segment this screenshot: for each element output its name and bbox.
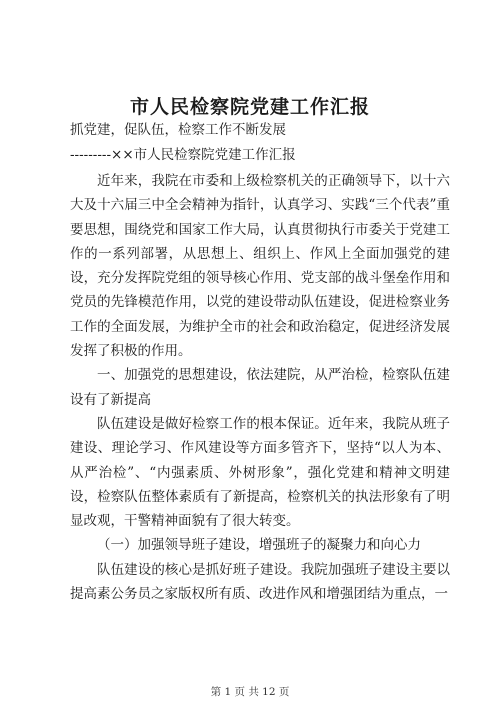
document-byline: ---------××市人民检察院党建工作汇报 bbox=[70, 147, 296, 164]
body-paragraph: 队伍建设的核心是抓好班子建设。我院加强班子建设主要以提高素公务员之家版权所有质、改进作风和增强团结为重点，一 bbox=[70, 561, 450, 603]
document-title: 市人民检察院党建工作汇报 bbox=[129, 96, 370, 118]
intro-paragraph: 近年来，我院在市委和上级检察机关的正确领导下，以十六大及十六届三中全会精神为指针，认真学习、实践“三个代表”重要思想，围绕党和国家工作大局，认真贯彻执行市委关于党建工作的一系列部署，从思想上、组织上、作风上全面加强党的建设，充分发挥院党组的领导核心作用、党支部的战斗堡垒作用和党员的先锋模范作用，以党的建设带动队伍建设，促进检察业务工作的全面发展，为维护全市的社会和政治稳定，促进经济发展发挥了积极的作用。 bbox=[70, 173, 450, 360]
subsection-heading-1: （一）加强领导班子建设，增强班子的凝聚力和向心力 bbox=[97, 537, 421, 554]
document-body bbox=[70, 169, 450, 606]
section-heading-1: 一、加强党的思想建设，依法建院，从严治检，检察队伍建设有了新提高 bbox=[70, 367, 450, 408]
subtitle-block bbox=[70, 118, 450, 168]
body-paragraph: 队伍建设是做好检察工作的根本保证。近年来，我院从班子建设、理论学习、作风建设等方面多管齐下，坚持“以人为本、从严治检”、“内强素质、外树形象”，强化党建和精神文明建设，检察队伍整体素质有了新提高，检察机关的执法形象有了明显改观，干警精神面貌有了很大转变。 bbox=[70, 415, 450, 530]
page-footer: 第 1 页 共 12 页 bbox=[210, 686, 290, 698]
document-subtitle: 抓党建，促队伍，检察工作不断发展 bbox=[70, 122, 286, 138]
